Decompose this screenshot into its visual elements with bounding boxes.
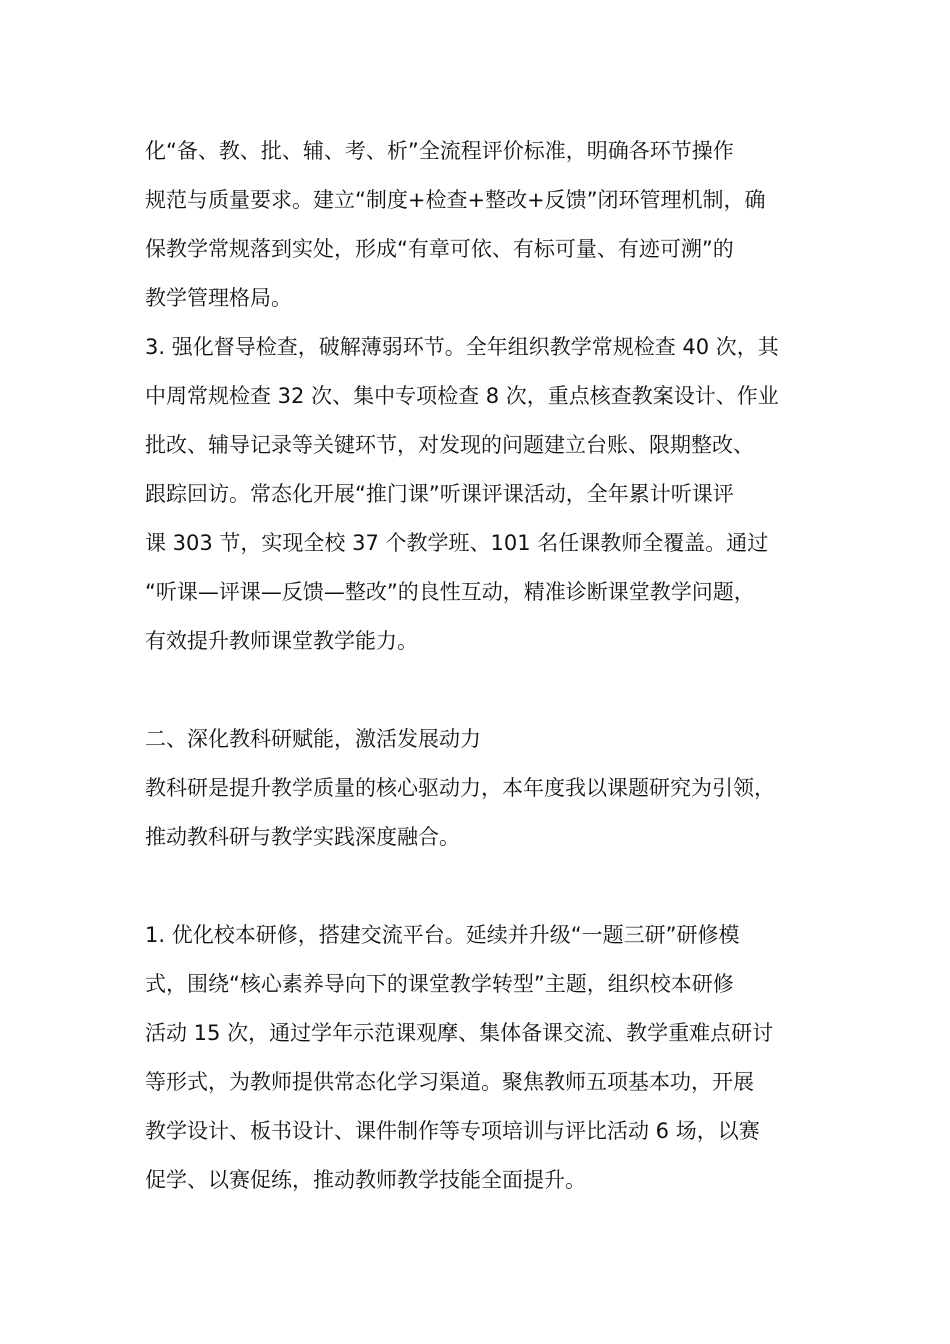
text-line: 3. 强化督导检查，破解薄弱环节。全年组织教学常规检查 40 次，其 xyxy=(145,335,779,359)
paragraph-spacer xyxy=(145,671,813,720)
text-line: “听课—评课—反馈—整改”的良性互动，精准诊断课堂教学问题， xyxy=(145,580,755,604)
text-line: 教学设计、板书设计、课件制作等专项培训与评比活动 6 场，以赛 xyxy=(145,1119,760,1143)
text-line: 活动 15 次，通过学年示范课观摩、集体备课交流、教学重难点研讨 xyxy=(145,1021,774,1045)
text-line: 1. 优化校本研修，搭建交流平台。延续并升级“一题三研”研修模 xyxy=(145,923,740,947)
text-line: 批改、辅导记录等关键环节，对发现的问题建立台账、限期整改、 xyxy=(145,433,754,457)
text-line: 教学管理格局。 xyxy=(145,286,292,310)
text-line: 促学、以赛促练，推动教师教学技能全面提升。 xyxy=(145,1168,586,1192)
text-line: 规范与质量要求。建立“制度+检查+整改+反馈”闭环管理机制，确 xyxy=(145,188,766,212)
paragraph-evaluation-standards xyxy=(145,132,813,328)
text-line: 等形式，为教师提供常态化学习渠道。聚焦教师五项基本功，开展 xyxy=(145,1070,754,1094)
paragraph-spacer xyxy=(145,867,813,916)
section-heading: 二、深化教科研赋能，激活发展动力 xyxy=(145,727,481,751)
document-body xyxy=(145,132,813,1210)
paragraph-school-based-training xyxy=(145,916,813,1210)
text-line: 化“备、教、批、辅、考、析”全流程评价标准，明确各环节操作 xyxy=(145,139,734,163)
text-line: 有效提升教师课堂教学能力。 xyxy=(145,629,418,653)
paragraph-supervision-inspection xyxy=(145,328,813,671)
text-line: 跟踪回访。常态化开展“推门课”听课评课活动，全年累计听课评 xyxy=(145,482,734,506)
text-line: 课 303 节，实现全校 37 个教学班、101 名任课教师全覆盖。通过 xyxy=(145,531,769,555)
text-line: 保教学常规落到实处，形成“有章可依、有标可量、有迹可溯”的 xyxy=(145,237,734,261)
text-line: 中周常规检查 32 次、集中专项检查 8 次，重点核查教案设计、作业 xyxy=(145,384,779,408)
text-line: 推动教科研与教学实践深度融合。 xyxy=(145,825,460,849)
paragraph-section-intro xyxy=(145,769,813,867)
text-line: 教科研是提升教学质量的核心驱动力，本年度我以课题研究为引领， xyxy=(145,776,775,800)
text-line: 式，围绕“核心素养导向下的课堂教学转型”主题，组织校本研修 xyxy=(145,972,734,996)
